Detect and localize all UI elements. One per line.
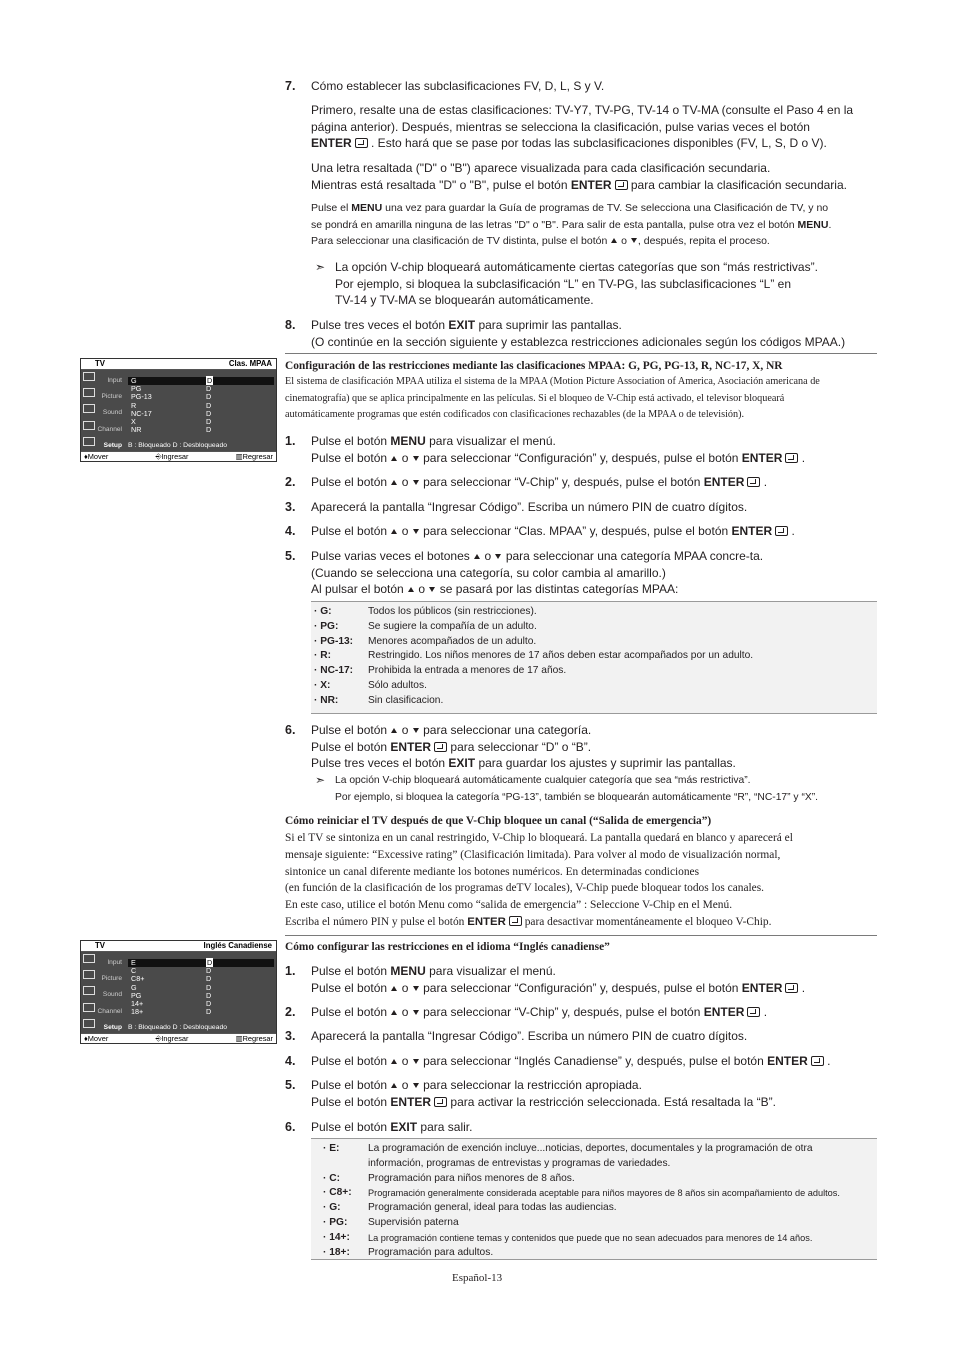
reset-text: Si el TV se sintoniza en un canal restringido, V-Chip lo bloqueará. La pantalla quedará en blanco y aparecerá el mensaje siguiente: “Excessive rating” (Clasificación limitada). Para volver al modo de visualización normal, sintonice un canal diferente mediante los botones numéricos. En determinadas condiciones (en función de la clasificación de los programas deTV locales), V-Chip puede bloquear todos los canales. En este caso, utilice el botón Menu como “salida de emergencia” : Seleccione V-Chip en el Menú. Escriba el número PIN y pulse el botón ENTER para desactivar momentáneamente el bloqueo V-Chip.: [285, 832, 793, 928]
up-arrow-icon: [391, 529, 397, 534]
enter-icon: [747, 1007, 760, 1017]
down-arrow-icon: [413, 986, 419, 991]
step-7-paragraph-2: Una letra resaltada ("D" o "B") aparece visualizada para cada clasificación secundaria. Mientras está resaltada "D" o "B", pulse el botón ENTER para cambiar la clasificación secundaria.: [311, 161, 847, 192]
canadian-step-1: Pulse el botón MENU para visualizar el menú. Pulse el botón o para seleccionar “Configuración” y, después, pulse el botón ENTER .: [311, 964, 806, 995]
down-arrow-icon: [495, 554, 501, 559]
tv-row: 18+ D: [131, 1007, 212, 1017]
mpaa-step-4: Pulse el botón o para seleccionar “Clas. MPAA” y, después, pulse el botón ENTER .: [311, 524, 795, 538]
enter-icon: [355, 138, 368, 148]
picture-icon: [83, 388, 95, 397]
channel-icon: [83, 421, 95, 430]
canadian-step-6: Pulse el botón EXIT para salir.: [311, 1120, 473, 1134]
canadian-step-5: Pulse el botón o para seleccionar la restricción apropiada. Pulse el botón ENTER para activar la restricción seleccionada. Está resaltada la “B”.: [311, 1078, 776, 1109]
step-7-title: Cómo establecer las subclasificaciones FV, D, L, S y V.: [311, 79, 605, 93]
input-icon: [83, 372, 95, 381]
enter-icon: [775, 526, 788, 536]
enter-icon: [811, 1056, 824, 1066]
down-arrow-icon: [413, 1010, 419, 1015]
mpaa-category-table: [311, 601, 877, 714]
mpaa-heading: Configuración de las restricciones mediante las clasificaciones MPAA: G, PG, PG-13, R, NC-17, X, NR: [285, 360, 783, 372]
tv-row: PG D: [131, 384, 212, 394]
canadian-step-4-number: 4.: [285, 1054, 296, 1068]
table-row: · PG: Supervisión paterna: [323, 1216, 459, 1228]
step-7-note: La opción V-chip bloqueará automáticamente ciertas categorías que son “más restrictivas”. Por ejemplo, si bloquea la subclasificación “L” en TV-PG, las subclasificaciones “L” en TV-14 y TV-MA se bloquearán automáticamente.: [335, 260, 818, 307]
enter-icon: [785, 453, 798, 463]
up-arrow-icon: [391, 1010, 397, 1015]
down-arrow-icon: [413, 480, 419, 485]
mpaa-step-3: Aparecerá la pantalla “Ingresar Código”. Escriba un número PIN de cuatro dígitos.: [311, 500, 748, 514]
canadian-heading: Cómo configurar las restricciones en el idioma “Inglés canadiense”: [285, 941, 610, 953]
up-arrow-icon: [474, 554, 480, 559]
step-7-paragraph-3: Pulse el MENU una vez para guardar la Guía de programas de TV. Se selecciona una Clasificación de TV, y no se pondrá en amarilla ninguna de las letras "D" o "B". Para salir de esta pantalla, pulse otra vez el botón MENU. Para seleccionar una clasificación de TV distinta, pulse el botón o , después, repita el proceso.: [311, 202, 832, 247]
enter-icon: [785, 983, 798, 993]
tv-row: PG D: [131, 990, 212, 1000]
tv-row: G D: [131, 982, 212, 992]
mpaa-step-3-number: 3.: [285, 500, 296, 514]
tv-row: NR D: [131, 425, 212, 435]
step-7-number: 7.: [285, 79, 296, 93]
tv-menu-canadian: TV Inglés Canadiense Input Picture Sound Channel Setup E D C D C8+ D G D PG D 14+ D 18+ D B : Bloqueado D : Desbloqueado ♦Mover ⎆Ingresar ▥Regresar: [80, 940, 277, 1044]
down-arrow-icon: [631, 238, 637, 243]
setup-icon: [83, 437, 95, 446]
table-row: · G: Todos los públicos (sin restricciones).: [314, 606, 537, 617]
setup-icon: [83, 1019, 95, 1028]
mpaa-step-1-number: 1.: [285, 434, 296, 448]
canadian-step-2-number: 2.: [285, 1005, 296, 1019]
table-row: · G: Programación general, ideal para todas las audiencias.: [323, 1202, 617, 1214]
picture-icon: [83, 970, 95, 979]
tv-row: C8+ D: [131, 974, 212, 984]
down-arrow-icon: [413, 456, 419, 461]
page-number: Español-13: [452, 1272, 503, 1284]
table-row: · NR: Sin clasificacion.: [314, 694, 444, 706]
canadian-step-5-number: 5.: [285, 1078, 296, 1092]
down-arrow-icon: [413, 1059, 419, 1064]
tv-row: NC-17 D: [131, 408, 212, 418]
note-arrow-icon: ➣: [315, 773, 326, 787]
down-arrow-icon: [413, 1083, 419, 1088]
table-row: · E: La programación de exención incluye...noticias, deportes, documentales y la programación de otra: [323, 1143, 813, 1154]
tv-menu-mpaa: TV Clas. MPAA Input Picture Sound Channel Setup G D PG D PG-13 D R D NC-17 D X D NR D B : Bloqueado D : Desbloqueado ♦Mover ⎆Ingresar ▥Regresar: [80, 358, 277, 462]
divider: [285, 935, 877, 936]
down-arrow-icon: [413, 529, 419, 534]
enter-icon: [509, 916, 522, 926]
table-row: · C8+: Programación generalmente considerada aceptable para niños mayores de 8 años sin acompañamiento de adultos.: [323, 1187, 840, 1199]
up-arrow-icon: [391, 1059, 397, 1064]
table-row: · C: Programación para niños menores de 8 años.: [323, 1172, 575, 1184]
canadian-category-table: [311, 1138, 877, 1260]
table-row: · NC-17: Prohibida la entrada a menores de 17 años.: [314, 665, 567, 677]
divider: [285, 353, 877, 354]
mpaa-step-1: Pulse el botón MENU para visualizar el menú. Pulse el botón o para seleccionar “Configuración” y, después, pulse el botón ENTER .: [311, 434, 806, 465]
channel-icon: [83, 1003, 95, 1012]
up-arrow-icon: [408, 587, 414, 592]
up-arrow-icon: [611, 238, 617, 243]
up-arrow-icon: [391, 456, 397, 461]
tv-row: G D: [128, 377, 274, 385]
enter-icon: [434, 1097, 447, 1107]
mpaa-note: La opción V-chip bloqueará automáticamente cualquier categoría que sea “más restrictiva”. Por ejemplo, si bloquea la categoría “PG-13”, también se bloquearán automáticamente “R”, “NC-17” y “X”.: [335, 775, 819, 803]
table-row: · R: Restringido. Los niños menores de 17 años deben estar acompañados por un adulto.: [314, 650, 754, 662]
enter-icon: [747, 477, 760, 487]
canadian-step-1-number: 1.: [285, 964, 296, 978]
mpaa-step-2-number: 2.: [285, 475, 296, 489]
table-row: · X: Sólo adultos.: [314, 679, 427, 691]
reset-heading: Cómo reiniciar el TV después de que V-Chip bloquee un canal (“Salida de emergencia”): [285, 815, 712, 827]
tv-row: R D: [131, 400, 212, 410]
table-row: · 18+: Programación para adultos.: [323, 1246, 494, 1258]
note-arrow-icon: ➣: [315, 260, 326, 274]
tv-row: E D: [128, 959, 274, 967]
input-icon: [83, 954, 95, 963]
canadian-step-3-number: 3.: [285, 1029, 296, 1043]
mpaa-step-4-number: 4.: [285, 524, 296, 538]
tv-row: X D: [131, 416, 212, 426]
tv-row: C D: [131, 966, 212, 976]
table-row: · PG: Se sugiere la compañía de un adulto.: [314, 620, 537, 632]
table-row: · 14+: La programación contiene temas y contenidos que puede que no sean adecuados para menores de 14 años.: [323, 1231, 813, 1243]
up-arrow-icon: [391, 986, 397, 991]
canadian-step-3: Aparecerá la pantalla “Ingresar Código”. Escriba un número PIN de cuatro dígitos.: [311, 1029, 748, 1043]
mpaa-intro: El sistema de clasificación MPAA utiliza el sistema de la MPAA (Motion Picture Association of America, Asociación americana de cinematografía) que se aplica principalmente en las películas. Si el bloqueo de V-Chip está activado, el televisor bloqueará automáticamente programas que estén codificados con clasificaciones rechazables (de la MPAA o de televisión).: [285, 376, 820, 420]
mpaa-step-5: Pulse varias veces el botones o para seleccionar una categoría MPAA concre-ta. (Cuando se selecciona una categoría, su color cambia al amarillo.) Al pulsar el botón o se pasará por las distintas categorías MPAA:: [311, 549, 764, 596]
down-arrow-icon: [429, 587, 435, 592]
tv-row: 14+ D: [131, 998, 212, 1008]
enter-icon: [615, 180, 628, 190]
step-7-paragraph-1: Primero, resalte una de estas clasificaciones: TV-Y7, TV-PG, TV-14 o TV-MA (consulte el Paso 4 en la página anterior). Después, mientras se selecciona la clasificación, pulse varias veces el botón ENTER . Esto hará que se pase por todas las subclasificaciones disponibles (FV, L, S, D o V).: [311, 103, 854, 150]
step-8-number: 8.: [285, 318, 296, 332]
canadian-step-6-number: 6.: [285, 1120, 296, 1134]
tv-row: PG-13 D: [131, 392, 212, 402]
canadian-step-4: Pulse el botón o para seleccionar “Inglés Canadiense” y, después, pulse el botón ENTER .: [311, 1054, 831, 1068]
table-row: información, programas de entrevistas y programas de variedades.: [368, 1157, 671, 1169]
down-arrow-icon: [413, 728, 419, 733]
mpaa-step-6: Pulse el botón o para seleccionar una categoría. Pulse el botón ENTER para seleccionar “D” o “B”. Pulse tres veces el botón EXIT para guardar los ajustes y suprimir las pantallas.: [311, 723, 736, 770]
canadian-step-2: Pulse el botón o para seleccionar “V-Chip” y, después, pulse el botón ENTER .: [311, 1005, 768, 1019]
enter-icon: [434, 742, 447, 752]
sound-icon: [83, 986, 95, 995]
up-arrow-icon: [391, 480, 397, 485]
mpaa-step-5-number: 5.: [285, 549, 296, 563]
mpaa-step-6-number: 6.: [285, 723, 296, 737]
mpaa-step-2: Pulse el botón o para seleccionar “V-Chip” y, después, pulse el botón ENTER .: [311, 475, 768, 489]
sound-icon: [83, 404, 95, 413]
up-arrow-icon: [391, 1083, 397, 1088]
step-8-text: Pulse tres veces el botón EXIT para suprimir las pantallas. (O continúe en la sección siguiente y establezca restricciones adicionales según los códigos MPAA.): [311, 318, 846, 349]
table-row: · PG-13: Menores acompañados de un adulto.: [314, 635, 537, 647]
up-arrow-icon: [391, 728, 397, 733]
